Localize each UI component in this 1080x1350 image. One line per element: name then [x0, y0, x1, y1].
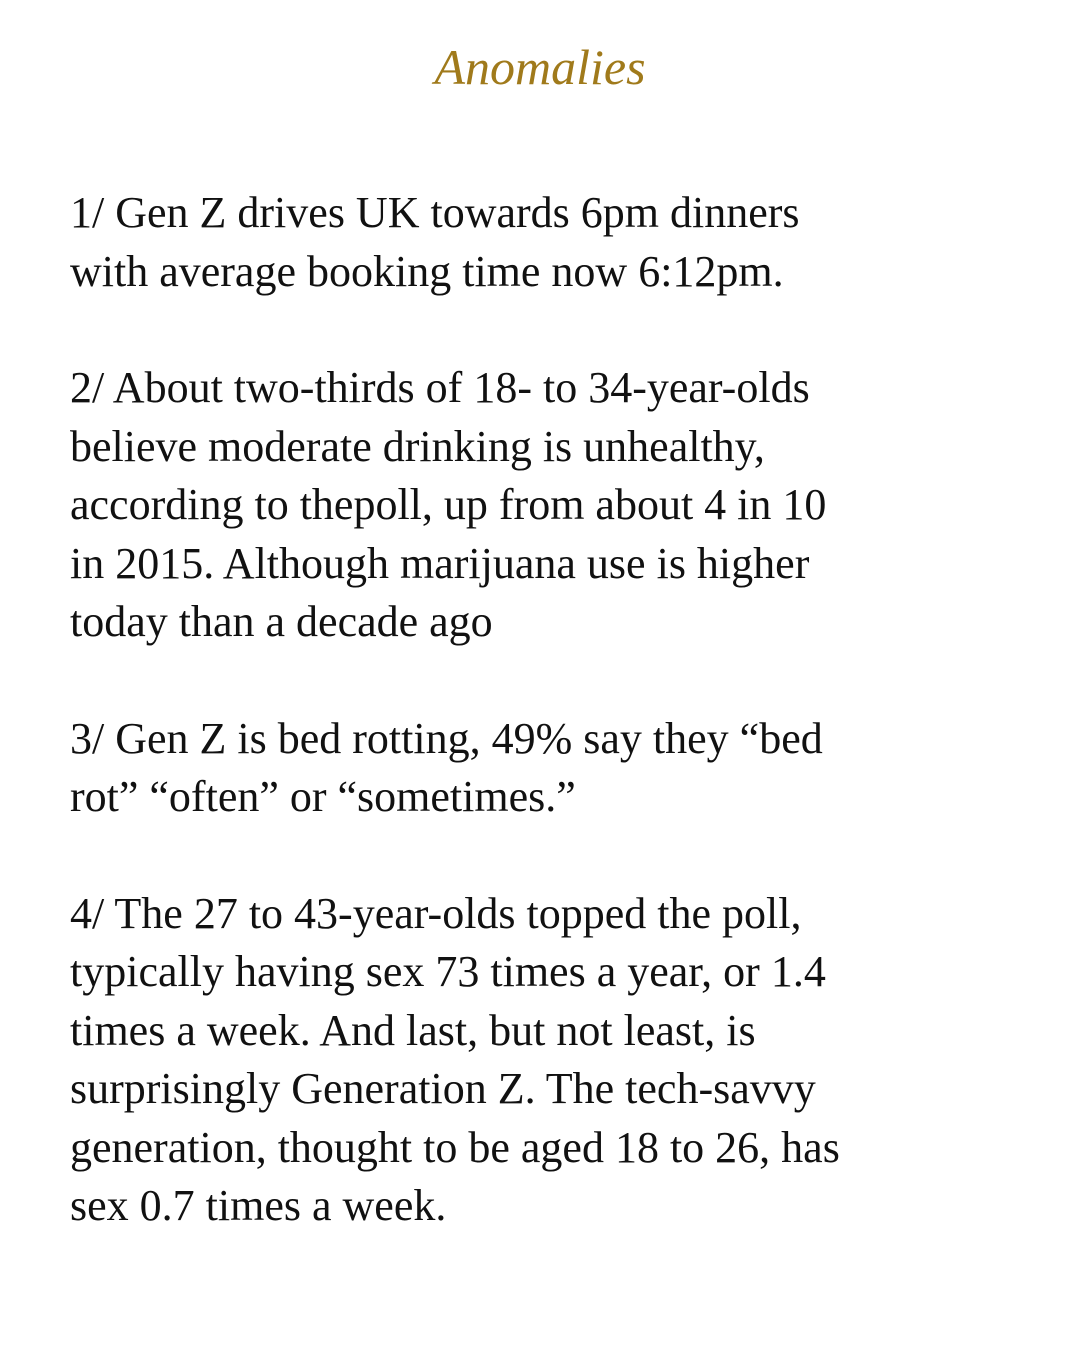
point-2-line: according to thepoll, up from about 4 in 10: [70, 480, 827, 529]
point-1-line: with average booking time now 6:12pm.: [70, 246, 784, 296]
point-1: [70, 184, 1030, 301]
point-2: [70, 359, 1030, 652]
point-1-line: 1/ Gen Z drives UK towards 6pm dinners: [70, 188, 800, 237]
point-4-line: generation, thought to be aged 18 to 26, has: [70, 1122, 840, 1172]
point-2-line: believe moderate drinking is unhealthy,: [70, 421, 765, 471]
page-title: Anomalies: [434, 39, 646, 95]
points-list: [70, 184, 1030, 1236]
point-3-line: rot” “often” or “sometimes.”: [70, 772, 576, 821]
point-4-line: surprisingly Generation Z. The tech-savvy: [70, 1064, 816, 1113]
point-2-line: today than a decade ago: [70, 597, 493, 646]
point-4-line: sex 0.7 times a week.: [70, 1181, 447, 1230]
point-4-line: 4/ The 27 to 43-year-olds topped the poll,: [70, 888, 802, 938]
point-2-line: in 2015. Although marijuana use is higher: [70, 538, 810, 588]
point-3: [70, 710, 1030, 827]
point-4: [70, 885, 1030, 1236]
point-2-line: 2/ About two-thirds of 18- to 34-year-olds: [70, 363, 810, 412]
point-3-line: 3/ Gen Z is bed rotting, 49% say they “bed: [70, 713, 823, 763]
point-4-line: typically having sex 73 times a year, or 1.4: [70, 947, 826, 996]
point-4-line: times a week. And last, but not least, is: [70, 1005, 756, 1055]
